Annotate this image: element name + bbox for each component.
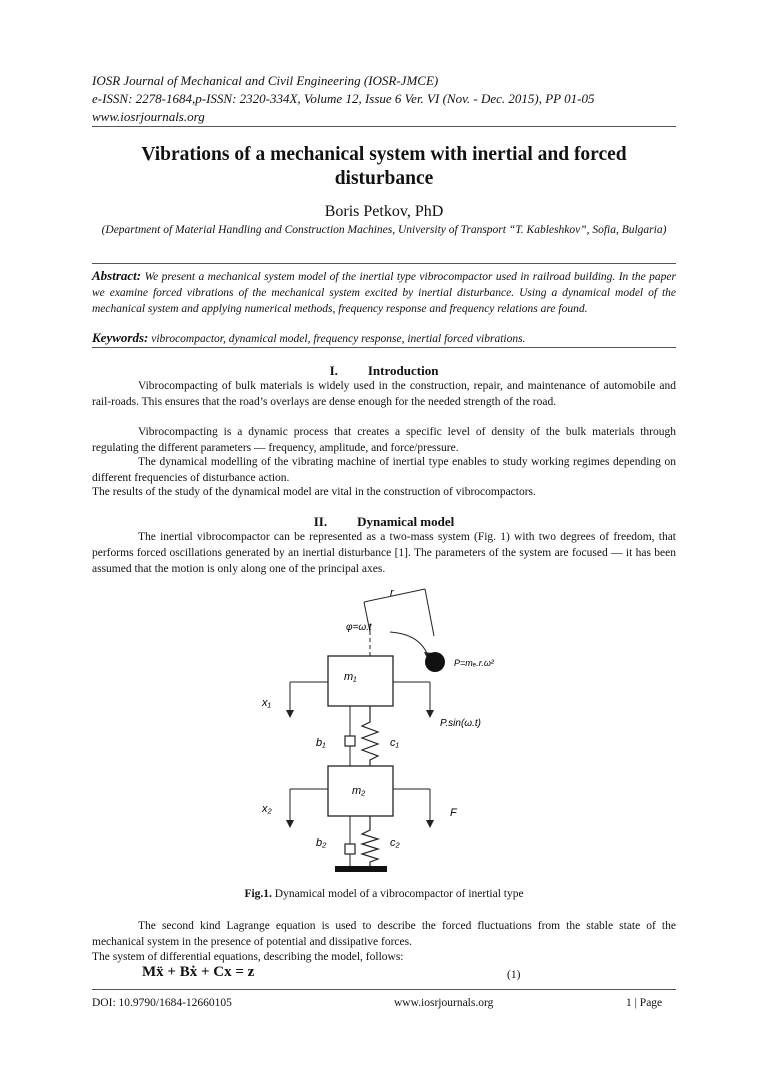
paragraph-text: The second kind Lagrange equation is used to describe the forced fluctuations from the stable state of the mechanical system in the presence of potential and dissipative forces. bbox=[92, 920, 676, 948]
label-m1: m₁ bbox=[344, 671, 357, 683]
label-c2: c₂ bbox=[390, 837, 400, 849]
keywords-text: vibrocompactor, dynamical model, frequency response, inertial forced vibrations. bbox=[151, 333, 526, 345]
abstract-top-rule bbox=[92, 263, 676, 264]
intro-paragraph-3 bbox=[92, 454, 676, 486]
footer-doi: DOI: 10.9790/1684-12660105 bbox=[92, 997, 232, 1009]
radius-line-a bbox=[364, 589, 425, 602]
section-heading-dynamical-model bbox=[92, 514, 676, 530]
journal-name: IOSR Journal of Mechanical and Civil Engineering (IOSR-JMCE) bbox=[92, 73, 439, 88]
label-psin: P.sin(ω.t) bbox=[440, 718, 481, 729]
label-b1: b₁ bbox=[316, 737, 326, 749]
psin-arrowhead bbox=[426, 710, 434, 718]
affiliation: (Department of Material Handling and Construction Machines, University of Transport “T. Kableshkov”, Sofia, Bulgaria) bbox=[101, 224, 667, 236]
keywords bbox=[92, 330, 676, 347]
label-f: F bbox=[450, 807, 457, 819]
journal-website: www.iosrjournals.org bbox=[92, 109, 205, 124]
section-title: Introduction bbox=[367, 363, 439, 378]
paragraph-text: Vibrocompacting of bulk materials is widely used in the construction, repair, and maintenance of automobile and rail-roads. This ensures that the road’s overlays are dense enough for the needed strength of the road. bbox=[92, 380, 676, 408]
radius-line-c bbox=[425, 589, 434, 636]
intro-paragraph-2 bbox=[92, 424, 676, 456]
abstract-text: We present a mechanical system model of the inertial type vibrocompactor used in railroad building. In the paper we examine forced vibrations of the mechanical system excited by inertial disturbance. Using a dynamical model of the mechanical system and applying numerical methods, frequency response and frequency relations are found. bbox=[92, 271, 677, 315]
f-arrowhead bbox=[426, 820, 434, 828]
intro-paragraph-1 bbox=[92, 378, 676, 410]
eccentric-mass bbox=[425, 652, 445, 672]
rotation-arc bbox=[390, 632, 428, 656]
lagrange-paragraph bbox=[92, 918, 676, 950]
figure-caption bbox=[92, 888, 676, 900]
label-x2: x₂ bbox=[262, 803, 272, 815]
label-b2: b₂ bbox=[316, 837, 327, 849]
spring-c2 bbox=[362, 816, 378, 866]
label-r: r bbox=[390, 587, 394, 599]
label-centrifugal-force: P=mₑ.r.ω² bbox=[454, 658, 494, 668]
intro-paragraph-4: The results of the study of the dynamical model are vital in the construction of vibrocompactors. bbox=[92, 486, 536, 498]
damper-b2 bbox=[345, 844, 355, 854]
section-number: II. bbox=[313, 514, 328, 529]
author-name: Boris Petkov, PhD bbox=[324, 203, 444, 220]
figure-dynamical-model bbox=[240, 584, 540, 874]
model-paragraph-1 bbox=[92, 529, 676, 577]
caption-text: Dynamical model of a vibrocompactor of inertial type bbox=[274, 888, 524, 900]
abstract-bottom-rule bbox=[92, 347, 676, 348]
caption-label: Fig.1. bbox=[244, 888, 272, 900]
section-title: Dynamical model bbox=[357, 514, 455, 529]
label-m2: m₂ bbox=[352, 785, 366, 797]
x1-arrowhead bbox=[286, 710, 294, 718]
spring-c1 bbox=[362, 706, 378, 766]
header-rule bbox=[92, 126, 676, 127]
journal-issn: e-ISSN: 2278-1684,p-ISSN: 2320-334X, Volume 12, Issue 6 Ver. VI (Nov. - Dec. 2015), PP 01-05 bbox=[92, 91, 595, 106]
equation-number: (1) bbox=[507, 969, 521, 981]
label-phi: φ=ω.t bbox=[346, 622, 372, 633]
label-x1: x₁ bbox=[262, 697, 271, 709]
paragraph-text: The inertial vibrocompactor can be represented as a two-mass system (Fig. 1) with two degrees of freedom, that performs forced oscillations generated by an inertial disturbance [1]. The parameters of the system are focused — it has been assumed that the motion is only along one of the principal axes. bbox=[92, 531, 676, 575]
section-number: I. bbox=[329, 363, 338, 378]
keywords-label: Keywords: bbox=[92, 330, 149, 345]
x2-arrowhead bbox=[286, 820, 294, 828]
footer-rule bbox=[92, 989, 676, 990]
damper-b1 bbox=[345, 736, 355, 746]
abstract-label: Abstract: bbox=[92, 268, 142, 283]
mass-m1 bbox=[328, 656, 393, 706]
paragraph-text: Vibrocompacting is a dynamic process that creates a specific level of density of the bulk materials through regulating the different parameters — frequency, amplitude, and force/pressure. bbox=[92, 426, 676, 454]
equations-intro: The system of differential equations, describing the model, follows: bbox=[92, 951, 404, 963]
label-c1: c₁ bbox=[390, 737, 399, 749]
ground bbox=[335, 866, 387, 872]
equation-1: Mẍ + Bẋ + Cx = z bbox=[142, 964, 255, 980]
footer-website: www.iosrjournals.org bbox=[394, 997, 494, 1009]
abstract bbox=[92, 268, 676, 317]
footer-page: 1 | Page bbox=[626, 997, 663, 1009]
section-heading-introduction bbox=[92, 363, 676, 379]
paper-title: Vibrations of a mechanical system with inertial and forced disturbance bbox=[141, 144, 627, 189]
paragraph-text: The dynamical modelling of the vibrating machine of inertial type enables to study working regimes depending on different frequencies of disturbance action. bbox=[92, 456, 676, 484]
